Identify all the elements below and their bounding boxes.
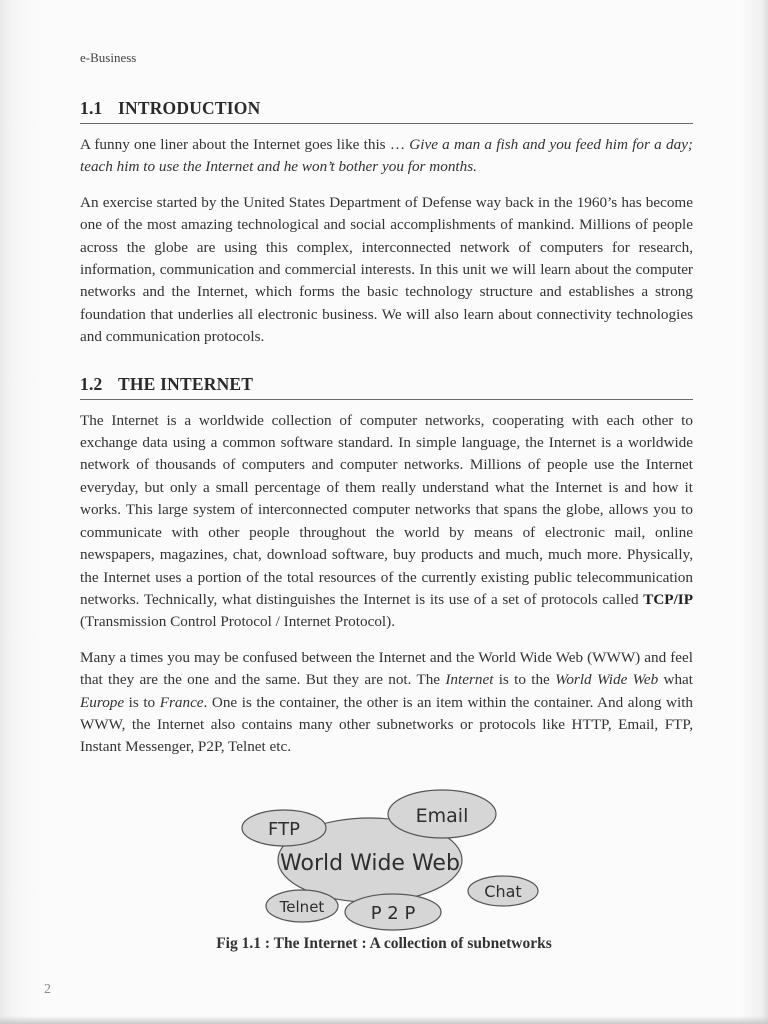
section-heading-introduction xyxy=(80,98,693,124)
one-liner-text: A funny one liner about the Internet goes like this … xyxy=(80,136,410,153)
paragraph-text: what xyxy=(658,671,693,689)
figure-caption: Fig 1.1 : The Internet : A collection of subnetworks xyxy=(216,935,552,952)
section-heading-internet xyxy=(80,374,693,400)
section-number: 1.1 xyxy=(80,98,103,118)
italic-term: World Wide Web xyxy=(555,671,659,689)
one-liner-quote: Give a man a fish and you feed him for a day; teach him to use the Internet and he won’t bother you for months. xyxy=(80,136,693,176)
world-wide-web-label: World Wide Web xyxy=(280,851,460,876)
ftp-label: FTP xyxy=(268,819,300,840)
p2p-label: P 2 P xyxy=(370,903,416,924)
section-title: THE INTERNET xyxy=(118,373,254,394)
intro-body-paragraph: An exercise started by the United States Department of Defense way back in the 1960’s has become one of the most amazing technological and social accomplishments of mankind. Millions of people across the globe are using this complex, interconnected network of computers for research, information, communication and commercial interests. In this unit we will learn about the computer networks and the Internet, which forms the basic technology structure and establishes a strong foundation that underlies all electronic business. We will also learn about connectivity technologies and communication protocols. xyxy=(80,193,693,346)
internet-paragraph-2 xyxy=(80,647,693,759)
page-content xyxy=(80,98,693,759)
tcp-ip-term: TCP/IP xyxy=(643,590,693,608)
internet-paragraph-1 xyxy=(80,410,693,634)
subnetworks-figure xyxy=(238,786,548,934)
paragraph-text: The Internet is a worldwide collection of computer networks, cooperating with each other to exchange data using a common software standard. In simple language, the Internet is a worldwide network of thousands of computers and computer networks. Millions of people use the Internet everyday, but only a small percentage of them really understand what the Internet is and how it works. This large system of interconnected computer networks that spans the globe, allows you to communicate with other people throughout the world by means of electronic mail, online newspapers, magazines, chat, download software, buy products and much, much more. Physically, the Internet uses a portion of the total resources of the currently existing public telecommunication networks. Technically, what distinguishes the Internet is its use of a set of protocols called xyxy=(80,411,693,608)
italic-term: France xyxy=(159,693,204,711)
intro-one-liner-paragraph xyxy=(80,134,693,179)
section-title: INTRODUCTION xyxy=(118,98,261,118)
paragraph-text: (Transmission Control Protocol / Internet Protocol). xyxy=(80,613,395,631)
paragraph-text: is to the xyxy=(493,671,556,689)
running-head: e-Business xyxy=(80,50,137,65)
page-number: 2 xyxy=(44,982,51,997)
paragraph-text: Many a times you may be confused between the Internet and the World Wide Web (WWW) and feel that they are the one and the same. But they are not. The xyxy=(80,648,693,689)
section-the-internet xyxy=(80,374,693,759)
telnet-label: Telnet xyxy=(279,898,325,916)
italic-term: Europe xyxy=(80,693,125,711)
email-label: Email xyxy=(415,805,469,827)
chat-label: Chat xyxy=(484,882,522,901)
italic-term: Internet xyxy=(445,671,494,689)
section-introduction xyxy=(80,98,693,349)
paragraph-text: is to xyxy=(124,693,160,711)
subnetworks-diagram xyxy=(238,786,548,934)
paragraph-text: . One is the container, the other is an item within the container. And along with WWW, the Internet also contains many other subnetworks or protocols like HTTP, Email, FTP, Instant Messenger, P2P, Telnet etc. xyxy=(80,693,694,756)
section-number: 1.2 xyxy=(80,373,103,394)
